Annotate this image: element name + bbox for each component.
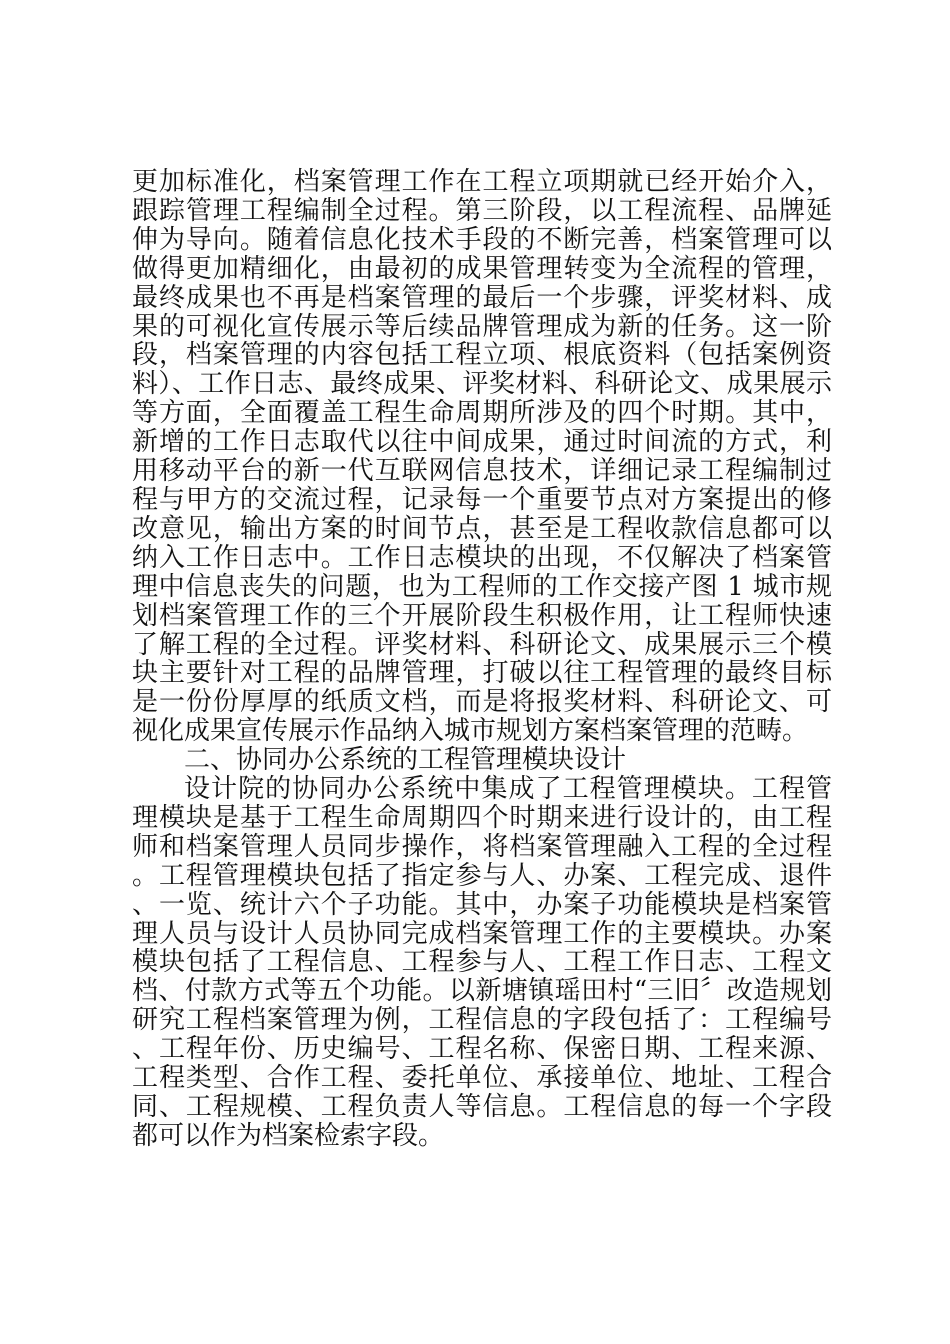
paragraph-archive-stages: 更加标准化，档案管理工作在工程立项期就已经开始介入，跟踪管理工程编制全过程。第三阶段，以工程流程、品牌延伸为导向。随着信息化技术手段的不断完善，档案管理可以做得更加精细化，由最初的成果管理转变为全流程的管理，最终成果也不再是档案管理的最后一个步骤，评奖材料、成果的可视化宣传展示等后续品牌管理成为新的任务。这一阶段，档案管理的内容包括工程立项、根底资料（包括案例资料）、工作日志、最终成果、评奖材料、科研论文、成果展示等方面，全面覆盖工程生命周期所涉及的四个时期。其中，新增的工作日志取代以往中间成果，通过时间流的方式，利用移动平台的新一代互联网信息技术，详细记录工程编制过程与甲方的交流过程，记录每一个重要节点对方案提出的修改意见，输出方案的时间节点，甚至是工程收款信息都可以纳入工作日志中。工作日志模块的出现，不仅解决了档案管理中信息丧失的问题，也为工程师的工作交接产图 1 城市规划档案管理工作的三个开展阶段生积极作用，让工程师快速了解工程的全过程。评奖材料、科研论文、成果展示三个模块主要针对工程的品牌管理，打破以往工程管理的最终目标是一份份厚厚的纸质文档，而是将报奖材料、科研论文、可视化成果宣传展示作品纳入城市规划方案档案管理的范畴。 <box>132 167 832 747</box>
body-text <box>132 168 832 1151</box>
section-heading-module-design: 二、协同办公系统的工程管理模块设计 <box>184 745 627 776</box>
paragraph-module-design: 设计院的协同办公系统中集成了工程管理模块。工程管理模块是基于工程生命周期四个时期来进行设计的，由工程师和档案管理人员同步操作，将档案管理融入工程的全过程。工程管理模块包括了指定参与人、办案、工程完成、退件、一览、统计六个子功能。其中，办案子功能模块是档案管理人员与设计人员协同完成档案管理工作的主要模块。办案模块包括了工程信息、工程参与人、工程工作日志、工程文档、付款方式等五个功能。以新塘镇瑶田村“三旧〞改造规划研究工程档案管理为例，工程信息的字段包括了：工程编号、工程年份、历史编号、工程名称、保密日期、工程来源、工程类型、合作工程、委托单位、承接单位、地址、工程合同、工程规模、工程负责人等信息。工程信息的每一个字段都可以作为档案检索字段。 <box>132 774 832 1151</box>
